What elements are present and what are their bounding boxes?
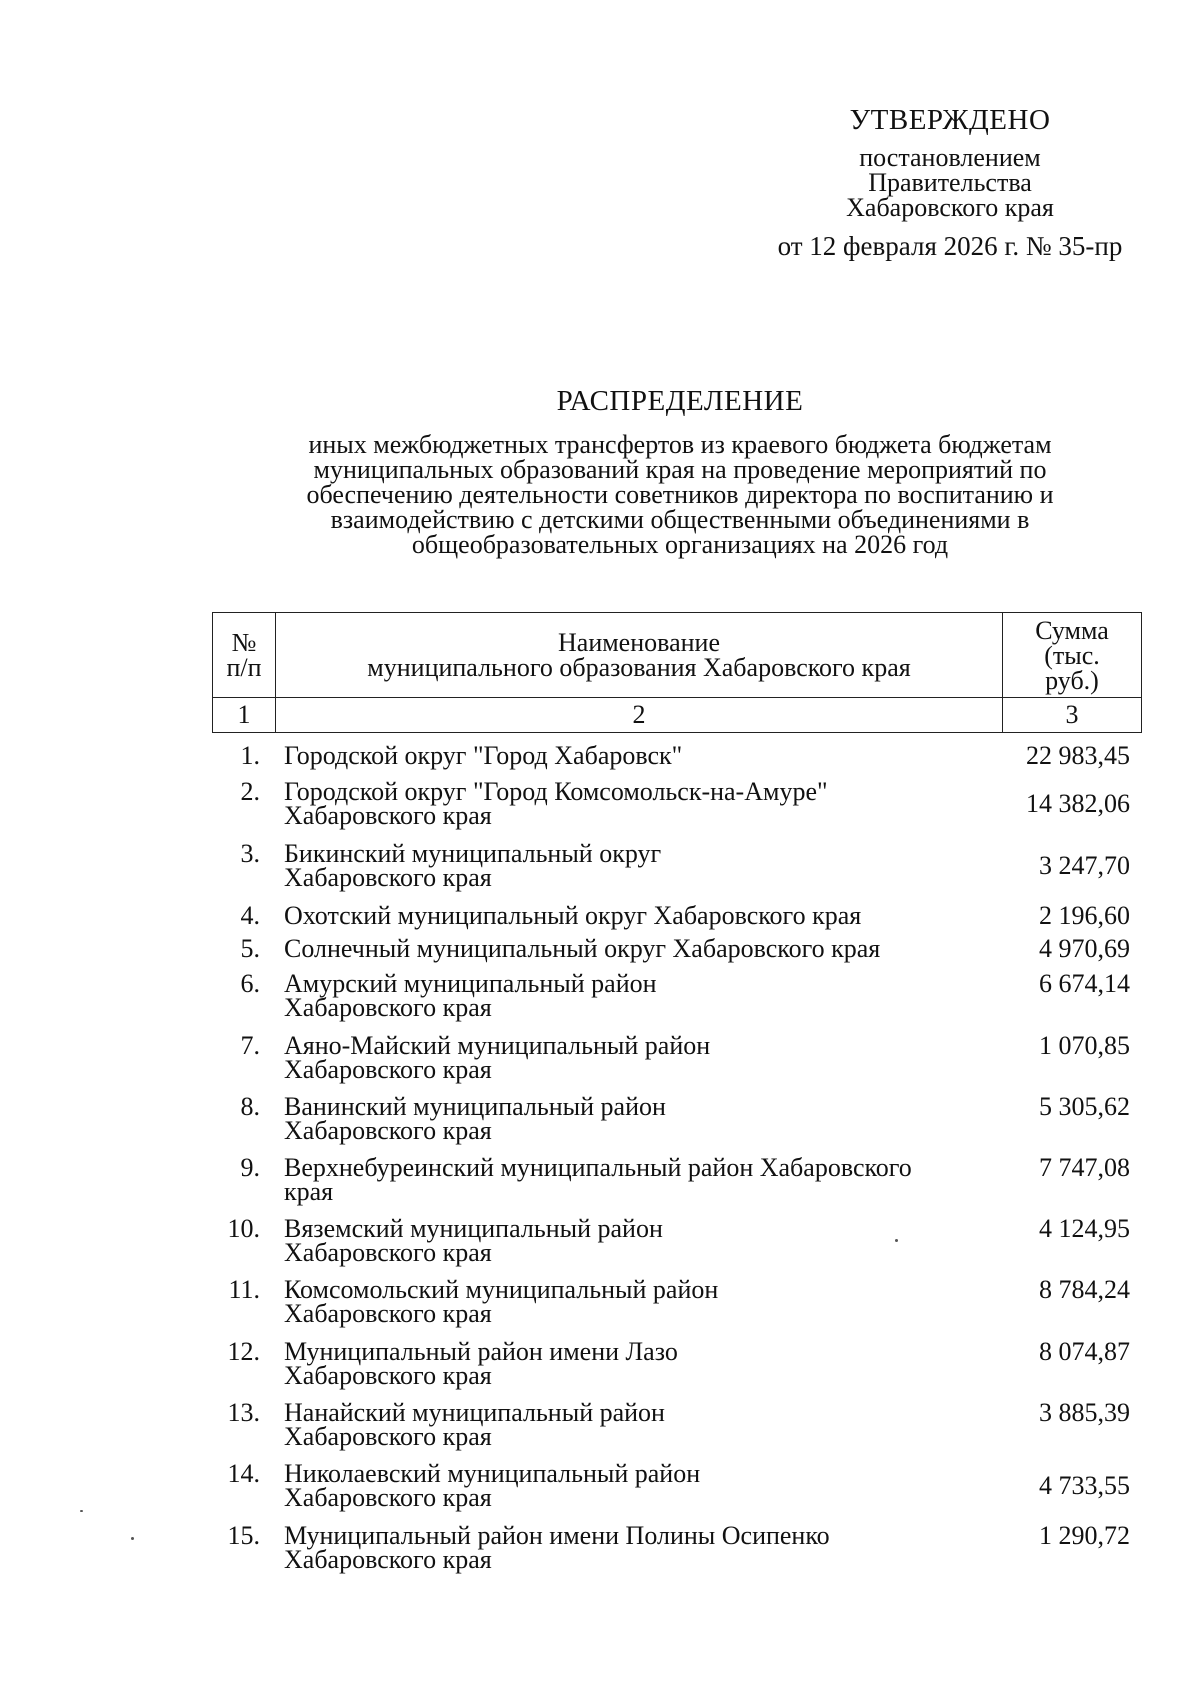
column-index: 2 xyxy=(276,698,1003,733)
approval-line-2: Правительства xyxy=(868,168,1032,197)
row-municipality-name xyxy=(284,1153,1004,1206)
row-name-line: Вяземский муниципальный район xyxy=(284,1214,663,1243)
header-name-line: Наименование xyxy=(558,628,720,657)
row-number: 6. xyxy=(240,969,260,998)
document-description-line: взаимодействию с детскими общественными объединениями в xyxy=(330,505,1030,534)
row-number: 14. xyxy=(227,1459,260,1488)
row-name-line: Николаевский муниципальный район xyxy=(284,1459,701,1488)
header-sum-line: (тыс. xyxy=(1044,640,1100,670)
row-name-line: Охотский муниципальный округ Хабаровского края xyxy=(284,901,862,930)
document-description-line: общеобразовательных организациях на 2026 год xyxy=(411,530,949,559)
row-name-line: Ванинский муниципальный район xyxy=(284,1092,666,1121)
row-number: 7. xyxy=(240,1031,260,1060)
scan-speck xyxy=(80,1510,83,1512)
row-name-line: Хабаровского края xyxy=(284,1238,492,1267)
row-number: 2. xyxy=(240,777,260,806)
row-sum: 3 885,39 xyxy=(1039,1398,1130,1427)
header-num-line: п/п xyxy=(226,653,262,682)
row-name-line: края xyxy=(284,1177,334,1206)
header-name-line: муниципального образования Хабаровского края xyxy=(367,653,911,682)
row-municipality-name xyxy=(284,777,1004,830)
row-name-line: Хабаровского края xyxy=(284,1116,492,1145)
row-name-line: Муниципальный район имени Лазо xyxy=(284,1337,678,1366)
approval-date: от 12 февраля 2026 г. № 35-пр xyxy=(777,231,1123,261)
row-municipality-name xyxy=(284,1521,1004,1574)
row-name-line: Хабаровского края xyxy=(284,1422,492,1451)
header-name xyxy=(276,613,1003,698)
row-sum: 2 196,60 xyxy=(1039,901,1130,930)
row-sum: 6 674,14 xyxy=(1039,969,1130,998)
document-title-block xyxy=(230,385,1130,557)
row-sum: 4 733,55 xyxy=(1039,1471,1130,1500)
row-name-line: Хабаровского края xyxy=(284,1483,492,1512)
row-number: 12. xyxy=(227,1337,260,1366)
row-sum: 3 247,70 xyxy=(1039,851,1130,880)
row-number: 5. xyxy=(240,934,260,963)
row-name-line: Городской округ "Город Хабаровск" xyxy=(284,741,683,770)
row-municipality-name xyxy=(284,969,1004,1022)
distribution-table-header xyxy=(212,612,1142,733)
row-name-line: Аяно-Майский муниципальный район xyxy=(284,1031,711,1060)
scan-speck xyxy=(895,1239,898,1242)
row-number: 13. xyxy=(227,1398,260,1427)
row-sum: 14 382,06 xyxy=(1026,789,1130,818)
header-num-line: № xyxy=(231,628,257,657)
scan-speck xyxy=(131,1537,134,1540)
row-name-line: Бикинский муниципальный округ xyxy=(284,839,662,868)
row-sum: 7 747,08 xyxy=(1039,1153,1130,1182)
row-municipality-name xyxy=(284,1398,1004,1451)
row-municipality-name xyxy=(284,741,1004,770)
row-name-line: Комсомольский муниципальный район xyxy=(284,1275,719,1304)
row-municipality-name xyxy=(284,839,1004,892)
row-name-line: Хабаровского края xyxy=(284,1299,492,1328)
row-number: 10. xyxy=(227,1214,260,1243)
row-municipality-name xyxy=(284,1031,1004,1084)
row-sum: 8 074,87 xyxy=(1039,1337,1130,1366)
row-sum: 1 070,85 xyxy=(1039,1031,1130,1060)
column-index: 1 xyxy=(213,698,276,733)
approval-line-3: Хабаровского края xyxy=(846,193,1054,222)
row-sum: 22 983,45 xyxy=(1026,741,1130,770)
row-name-line: Верхнебуреинский муниципальный район Хабаровского xyxy=(284,1153,912,1182)
row-name-line: Хабаровского края xyxy=(284,863,492,892)
row-municipality-name xyxy=(284,1337,1004,1390)
document-title: РАСПРЕДЕЛЕНИЕ xyxy=(556,385,804,417)
document-description-line: муниципальных образований края на проведение мероприятий по xyxy=(313,455,1047,484)
row-name-line: Солнечный муниципальный округ Хабаровского края xyxy=(284,934,881,963)
row-name-line: Хабаровского края xyxy=(284,1361,492,1390)
approval-heading: УТВЕРЖДЕНО xyxy=(849,104,1051,136)
row-name-line: Хабаровского края xyxy=(284,1055,492,1084)
row-name-line: Хабаровского края xyxy=(284,801,492,830)
header-num xyxy=(213,613,276,698)
row-name-line: Амурский муниципальный район xyxy=(284,969,657,998)
row-name-line: Хабаровского края xyxy=(284,1545,492,1574)
column-index: 3 xyxy=(1003,698,1142,733)
row-sum: 1 290,72 xyxy=(1039,1521,1130,1550)
row-number: 9. xyxy=(240,1153,260,1182)
header-sum xyxy=(1003,613,1142,698)
row-sum: 5 305,62 xyxy=(1039,1092,1130,1121)
row-number: 11. xyxy=(228,1275,260,1304)
row-municipality-name xyxy=(284,934,1004,963)
row-sum: 4 970,69 xyxy=(1039,934,1130,963)
row-sum: 8 784,24 xyxy=(1039,1275,1130,1304)
row-name-line: Муниципальный район имени Полины Осипенко xyxy=(284,1521,830,1550)
row-number: 3. xyxy=(240,839,260,868)
row-number: 4. xyxy=(240,901,260,930)
row-municipality-name xyxy=(284,901,1004,930)
row-municipality-name xyxy=(284,1092,1004,1145)
row-municipality-name xyxy=(284,1275,1004,1328)
row-number: 1. xyxy=(240,741,260,770)
approval-stamp xyxy=(760,104,1140,261)
row-sum: 4 124,95 xyxy=(1039,1214,1130,1243)
header-sum-line: Сумма xyxy=(1035,615,1109,645)
row-name-line: Городской округ "Город Комсомольск-на-Амуре" xyxy=(284,777,828,806)
row-municipality-name xyxy=(284,1459,1004,1512)
row-name-line: Хабаровского края xyxy=(284,993,492,1022)
row-number: 15. xyxy=(227,1521,260,1550)
document-description-line: иных межбюджетных трансфертов из краевого бюджета бюджетам xyxy=(308,430,1052,459)
row-name-line: Нанайский муниципальный район xyxy=(284,1398,665,1427)
row-number: 8. xyxy=(240,1092,260,1121)
document-description-line: обеспечению деятельности советников директора по воспитанию и xyxy=(306,480,1054,509)
header-sum-line: руб.) xyxy=(1045,665,1099,695)
approval-line-1: постановлением xyxy=(859,143,1041,172)
